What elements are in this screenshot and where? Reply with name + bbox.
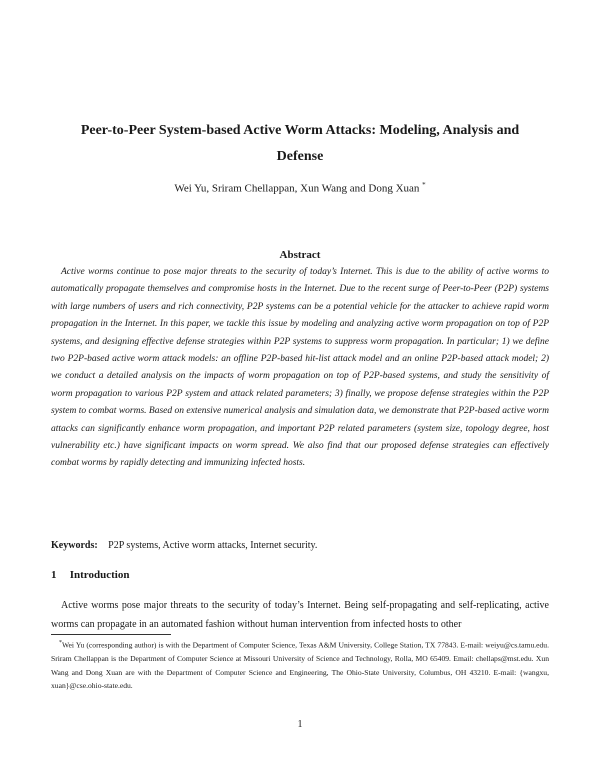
keywords-line: [51, 539, 549, 553]
page-number: 1: [297, 719, 303, 730]
section-heading-introduction: [51, 568, 549, 582]
author-names: Wei Yu, Sriram Chellappan, Xun Wang and Dong Xuan: [174, 182, 420, 195]
footnote-mark: *: [59, 640, 62, 646]
footnote: [51, 637, 549, 693]
abstract-heading: Abstract: [279, 249, 321, 261]
author-list: [60, 178, 540, 196]
footnote-divider: [51, 634, 171, 635]
footnote-text: Wei Yu (corresponding author) is with the Department of Computer Science, Texas A&M University, College Station, TX 77843. E-mail: weiyu@cs.tamu.edu. Sriram Chellappan is the Department of Computer Science at Missouri University of Science and Technology, Rolla, MO 65409. Email: chellaps@mst.edu. Xun Wang and Dong Xuan are with the Department of Computer Science and Engineering, The Ohio-State University, Columbus, OH 43210. E-mail: {wangxu, xuan}@cse.ohio-state.edu.: [51, 640, 549, 691]
section-title: Introduction: [69, 569, 130, 581]
abstract-text: Active worms continue to pose major threats to the security of today’s Internet. This is due to the ability of active worms to automatically propagate themselves and compromise hosts in the Internet. Due to the recent surge of Peer-to-Peer (P2P) systems with large numbers of users and rich connectivity, P2P systems can be a potential vehicle for the attacker to achieve rapid worm propagation in the Internet. In this paper, we tackle this issue by modeling and analyzing active worm propagation on top of P2P systems, and designing effective defense strategies within P2P systems to suppress worm propagation. In particular; 1) we define two P2P-based active worm attack models: an offline P2P-based hit-list attack model and an online P2P-based attack model; 2) we conduct a detailed analysis on the impacts of worm propagation on top of P2P-based systems, and study the sensitivity of worm propagation to various P2P system and attack related parameters; 3) finally, we propose defense strategies within the P2P system to combat worms. Based on extensive numerical analysis and simulation data, we demonstrate that P2P-based active worm attacks can significantly enhance worm propagation, and important P2P related parameters (system size, topology degree, host vulnerability etc.) have significant impacts on worm spread. We also find that our proposed defense strategies can effectively combat worms by rapidly detecting and immunizing infected hosts.: [51, 267, 549, 469]
paper-title: Peer-to-Peer System-based Active Worm Attacks: Modeling, Analysis and Defense: [80, 123, 520, 164]
introduction-paragraph: Active worms pose major threats to the security of today’s Internet. Being self-propagating and self-replicating, active worms can propagate in an automated fashion without human intervention from infected hosts to other: [51, 600, 549, 630]
section-number: 1: [51, 569, 57, 581]
keywords-text: P2P systems, Active worm attacks, Internet security.: [108, 540, 318, 551]
author-footnote-mark: *: [422, 181, 426, 189]
keywords-label: Keywords:: [51, 540, 98, 551]
